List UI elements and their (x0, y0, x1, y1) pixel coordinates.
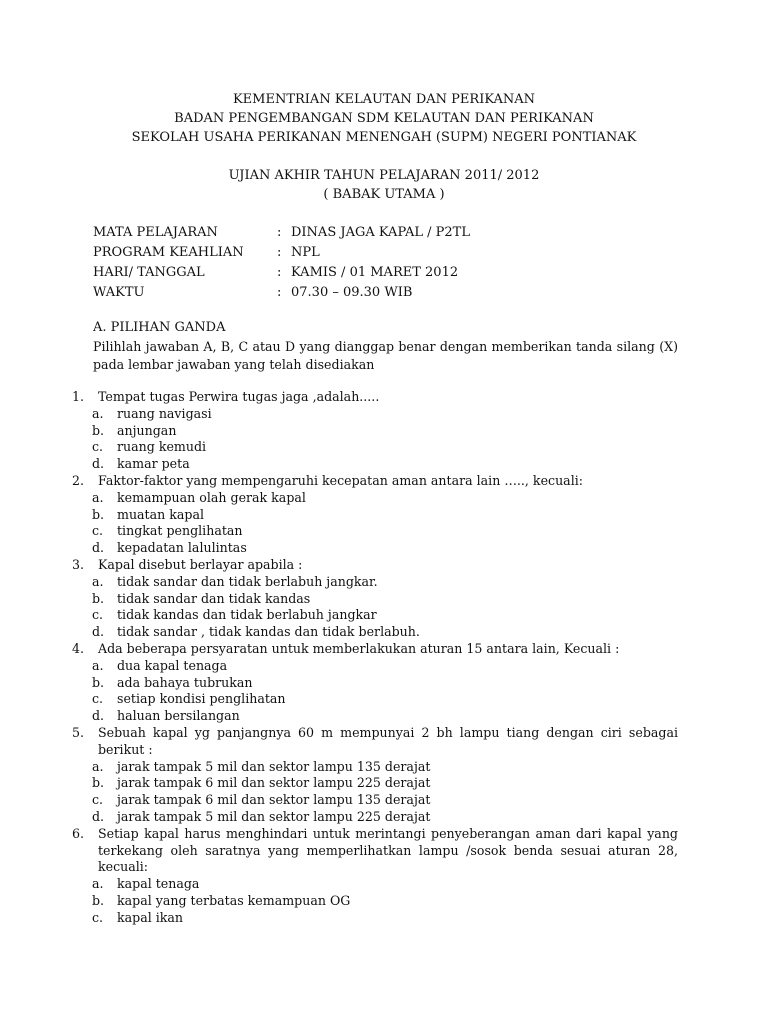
answer-option (72, 691, 678, 708)
option-text: jarak tampak 6 mil dan sektor lampu 135 derajat (117, 792, 431, 808)
question-stem (72, 826, 678, 876)
question-item (72, 826, 678, 927)
option-text: haluan bersilangan (117, 708, 240, 724)
header-line-agency: BADAN PENGEMBANGAN SDM KELAUTAN DAN PERIKANAN (174, 111, 594, 126)
answer-option (72, 658, 678, 675)
option-letter: d. (92, 540, 105, 556)
exam-title: UJIAN AKHIR TAHUN PELAJARAN 2011/ 2012 (228, 168, 540, 183)
info-label: MATA PELAJARAN (93, 225, 218, 240)
option-text: jarak tampak 5 mil dan sektor lampu 135 derajat (117, 758, 431, 774)
question-item (72, 725, 678, 826)
option-letter: d. (92, 708, 105, 724)
option-text: ruang navigasi (117, 405, 212, 421)
option-letter: c. (92, 792, 104, 808)
exam-info-table (93, 223, 470, 303)
question-number: 6. (72, 825, 85, 841)
question-number: 2. (72, 472, 85, 488)
info-colon: : (277, 245, 282, 260)
option-text: dua kapal tenaga (117, 657, 228, 673)
answer-option (72, 456, 678, 473)
info-row-time (93, 283, 470, 303)
option-letter: b. (92, 506, 105, 522)
option-letter: c. (92, 607, 104, 623)
option-text: ada bahaya tubrukan (117, 674, 253, 690)
question-text: Kapal disebut berlayar apabila : (98, 556, 303, 572)
option-letter: b. (92, 892, 105, 908)
question-number: 5. (72, 724, 85, 740)
question-item (72, 641, 678, 725)
option-letter: a. (92, 489, 104, 505)
option-text: jarak tampak 6 mil dan sektor lampu 225 derajat (117, 775, 431, 791)
option-text: kapal yang terbatas kemampuan OG (117, 892, 351, 908)
question-text: Faktor-faktor yang mempengaruhi kecepatan aman antara lain ….., kecuali: (98, 472, 583, 488)
option-text: kapal tenaga (117, 876, 200, 892)
option-letter: c. (92, 909, 104, 925)
question-text: Ada beberapa persyaratan untuk memberlakukan aturan 15 antara lain, Kecuali : (98, 640, 620, 656)
multiple-choice-section (93, 318, 678, 374)
question-number: 1. (72, 389, 85, 404)
question-text: Setiap kapal harus menghindari untuk merintangi penyeberangan aman dari kapal yang terkekang oleh saratnya yang memperlihatkan lampu /sosok benda sesuai aturan 28, kecuali: (98, 825, 678, 875)
option-text: kamar peta (117, 456, 190, 472)
question-stem (72, 557, 678, 574)
question-stem (72, 641, 678, 658)
answer-option (72, 607, 678, 624)
info-label: PROGRAM KEAHLIAN (93, 245, 244, 260)
option-letter: c. (92, 439, 104, 455)
info-row-date (93, 263, 470, 283)
info-value: 07.30 – 09.30 WIB (291, 285, 413, 300)
option-letter: d. (92, 808, 105, 824)
option-letter: b. (92, 674, 105, 690)
question-text: Sebuah kapal yg panjangnya 60 m mempunyai 2 bh lampu tiang dengan ciri sebagai berikut : (98, 724, 678, 757)
exam-subtitle: ( BABAK UTAMA ) (323, 187, 445, 202)
option-letter: a. (92, 573, 104, 589)
info-row-subject (93, 223, 470, 243)
answer-option (72, 775, 678, 792)
info-row-program (93, 243, 470, 263)
option-letter: a. (92, 758, 104, 774)
answer-option (72, 759, 678, 776)
option-text: anjungan (117, 422, 177, 438)
question-item (72, 389, 678, 473)
answer-option (72, 792, 678, 809)
option-text: tingkat penglihatan (117, 523, 243, 539)
option-text: tidak kandas dan tidak berlabuh jangkar (117, 607, 377, 623)
option-letter: a. (92, 876, 104, 892)
answer-option (72, 540, 678, 557)
info-colon: : (277, 285, 282, 300)
option-letter: d. (92, 456, 105, 472)
option-letter: a. (92, 405, 104, 421)
answer-option (72, 876, 678, 893)
option-text: tidak sandar , tidak kandas dan tidak berlabuh. (117, 624, 420, 640)
answer-option (72, 809, 678, 826)
answer-option (72, 423, 678, 440)
info-colon: : (277, 225, 282, 240)
answer-option (72, 910, 678, 927)
option-text: kepadatan lalulintas (117, 540, 247, 556)
institution-header (0, 90, 768, 147)
option-text: kemampuan olah gerak kapal (117, 489, 306, 505)
answer-option (72, 406, 678, 423)
question-item (72, 473, 678, 557)
answer-option (72, 591, 678, 608)
answer-option (72, 490, 678, 507)
option-text: kapal ikan (117, 909, 184, 925)
option-text: ruang kemudi (117, 439, 207, 455)
option-text: muatan kapal (117, 506, 204, 522)
option-letter: c. (92, 523, 104, 539)
option-letter: b. (92, 775, 105, 791)
question-stem (72, 389, 678, 406)
header-line-school: SEKOLAH USAHA PERIKANAN MENENGAH (SUPM) NEGERI PONTIANAK (131, 130, 637, 145)
answer-option (72, 507, 678, 524)
question-number: 3. (72, 556, 85, 572)
info-value: KAMIS / 01 MARET 2012 (291, 265, 459, 280)
question-number: 4. (72, 640, 85, 656)
answer-option (72, 624, 678, 641)
question-item (72, 557, 678, 641)
answer-option (72, 574, 678, 591)
option-letter: b. (92, 590, 105, 606)
option-letter: d. (92, 624, 105, 640)
header-line-ministry: KEMENTRIAN KELAUTAN DAN PERIKANAN (232, 92, 536, 107)
question-stem (72, 725, 678, 759)
answer-option (72, 523, 678, 540)
option-letter: b. (92, 422, 105, 438)
info-colon: : (277, 265, 282, 280)
info-value: NPL (291, 245, 320, 260)
section-title: A. PILIHAN GANDA (93, 320, 226, 335)
info-label: WAKTU (93, 285, 145, 300)
answer-option (72, 675, 678, 692)
question-list (72, 389, 678, 927)
info-value: DINAS JAGA KAPAL / P2TL (291, 225, 470, 240)
option-letter: c. (92, 691, 104, 707)
option-text: tidak sandar dan tidak kandas (117, 590, 311, 606)
answer-option (72, 708, 678, 725)
option-letter: a. (92, 657, 104, 673)
answer-option (72, 439, 678, 456)
option-text: jarak tampak 5 mil dan sektor lampu 225 derajat (117, 808, 431, 824)
option-text: tidak sandar dan tidak berlabuh jangkar. (117, 573, 378, 589)
answer-option (72, 893, 678, 910)
exam-title-block (0, 166, 768, 204)
question-text: Tempat tugas Perwira tugas jaga ,adalah..... (98, 389, 380, 404)
option-text: setiap kondisi penglihatan (117, 691, 286, 707)
info-label: HARI/ TANGGAL (93, 265, 205, 280)
question-stem (72, 473, 678, 490)
section-instruction: Pilihlah jawaban A, B, C atau D yang dianggap benar dengan memberikan tanda silang (X) pada lembar jawaban yang telah disediakan (93, 339, 678, 372)
